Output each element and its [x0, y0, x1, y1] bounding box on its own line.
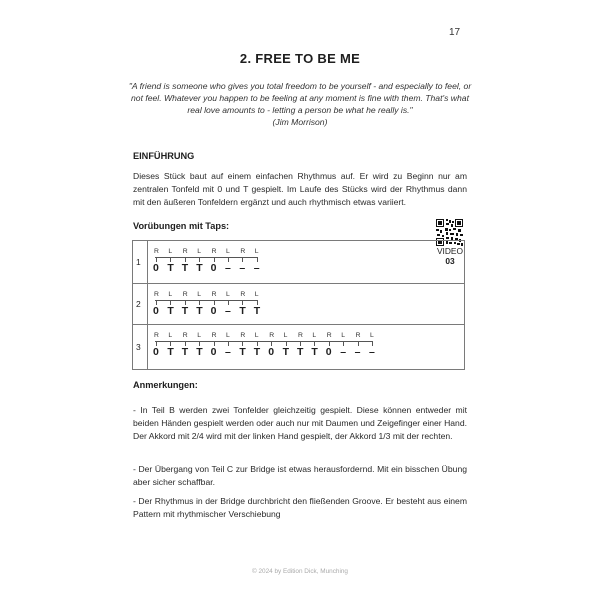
notes-heading: Anmerkungen:: [133, 380, 198, 390]
tap-symbol: 0: [210, 305, 217, 317]
intro-paragraph: [133, 170, 467, 209]
tap-symbol: T: [239, 305, 246, 317]
exercise-row-2: [132, 283, 465, 325]
notes-text: - In Teil B werden zwei Tonfelder gleichzeitig gespielt. Diese können entweder mit beiden Händen gespielt werden oder auch nur mit Daumen und Zeigefinger einer Hand. Der Akkord mit 2/4 wird mit der linken Hand gespielt, der Akkord 1/3 mit der rechten.: [133, 405, 467, 441]
intro-text: Dieses Stück baut auf einem einfachen Rhythmus auf. Er wird zu Beginn nur am zentralen Tonfeld mit 0 und T gespielt. Im Laufe des Stücks wird der Rhythmus dann mit den äußeren Tonfeldern ergänzt und auch rhythmisch etwas variiert.: [133, 171, 467, 207]
exercises-heading: Vorübungen mit Taps:: [133, 221, 230, 231]
intro-heading: EINFÜHRUNG: [133, 151, 195, 161]
hand-label: L: [168, 332, 173, 339]
notes-paragraph-3: [133, 495, 467, 521]
tap-symbol: 0: [153, 262, 159, 274]
video-number: 03: [445, 256, 455, 266]
hand-label: L: [197, 291, 201, 298]
hand-label: L: [283, 332, 288, 339]
tap-symbol: T: [239, 346, 246, 358]
tap-symbol: 0: [153, 305, 159, 317]
tap-symbol: T: [167, 346, 174, 358]
tap-symbol: T: [253, 305, 261, 317]
hand-label: R: [240, 291, 246, 298]
hand-label: R: [182, 332, 188, 339]
quote-text: "A friend is someone who gives you total freedom to be yourself - and especially to feel, or not feel. Whatever you happen to be feeling at any moment is fine with them. That's what real love amounts to - letting a person be what he really is.": [128, 81, 472, 115]
tap-symbol: –: [253, 262, 260, 274]
exercise-row-1: [132, 240, 465, 284]
hand-label: L: [197, 248, 201, 255]
tap-symbol: –: [239, 262, 246, 274]
hand-label: R: [211, 291, 217, 298]
tap-symbol: T: [253, 346, 261, 358]
exercise-number: 1: [133, 241, 148, 283]
exercise-number: 2: [133, 284, 148, 324]
hand-label: L: [226, 248, 230, 255]
tap-symbol: –: [225, 305, 231, 317]
hand-label: L: [226, 332, 230, 339]
hand-label: R: [355, 332, 361, 339]
quote-block: [128, 80, 472, 128]
quote-author: (Jim Morrison): [272, 117, 328, 127]
hand-label: R: [211, 332, 217, 339]
hand-label: L: [254, 291, 259, 298]
hand-label: R: [154, 248, 159, 255]
tap-symbol: T: [196, 305, 203, 317]
notes-paragraph-2: [133, 463, 467, 489]
notes-text: - Der Übergang von Teil C zur Bridge ist etwas herausfordernd. Mit ein bisschen Übung aber sicher schaffbar.: [133, 464, 467, 487]
page-number: 17: [449, 27, 461, 38]
hand-label: R: [269, 332, 275, 339]
hand-label: R: [240, 332, 246, 339]
hand-label: L: [168, 248, 173, 255]
tap-symbol: 0: [153, 346, 159, 358]
tap-symbol: –: [225, 346, 231, 358]
tap-symbol: T: [167, 262, 174, 274]
tap-symbol: 0: [325, 346, 332, 358]
exercise-row-3: [132, 324, 465, 370]
tap-symbol: 0: [210, 262, 217, 274]
video-label-text: VIDEO: [436, 246, 464, 256]
hand-label: L: [254, 332, 259, 339]
footer-copyright: © 2024 by Edition Dick, Munching: [251, 568, 348, 575]
hand-label: R: [240, 248, 246, 255]
tap-symbol: T: [282, 346, 290, 358]
hand-label: L: [312, 332, 317, 339]
hand-label: L: [254, 248, 259, 255]
tap-symbol: –: [225, 262, 231, 274]
notes-paragraph-1: [133, 404, 467, 443]
hand-label: L: [370, 332, 374, 339]
hand-label: R: [298, 332, 303, 339]
tap-symbol: T: [181, 346, 189, 358]
tap-symbol: T: [181, 305, 189, 317]
hand-label: L: [197, 332, 201, 339]
tap-symbol: 0: [210, 346, 217, 358]
hand-label: L: [341, 332, 345, 339]
tap-symbol: T: [297, 346, 304, 358]
hand-label: R: [211, 248, 217, 255]
tap-symbol: T: [167, 305, 174, 317]
hand-label: R: [154, 291, 159, 298]
tap-symbol: T: [181, 262, 189, 274]
tap-symbol: T: [196, 262, 203, 274]
page-title: 2. FREE TO BE ME: [239, 51, 361, 66]
hand-label: R: [182, 291, 188, 298]
tap-symbol: –: [369, 346, 375, 358]
tap-symbol: T: [311, 346, 318, 358]
hand-label: L: [168, 291, 173, 298]
tap-symbol: –: [354, 346, 361, 358]
exercise-number: 3: [133, 325, 148, 369]
hand-label: R: [154, 332, 159, 339]
hand-label: L: [226, 291, 230, 298]
tap-symbol: T: [196, 346, 203, 358]
tap-symbol: 0: [268, 346, 275, 358]
hand-label: R: [182, 248, 188, 255]
tap-symbol: –: [340, 346, 347, 358]
notes-text: - Der Rhythmus in der Bridge durchbricht den fließenden Groove. Er besteht aus einem Pattern mit rhythmischer Verschiebung: [133, 496, 467, 519]
hand-label: R: [326, 332, 332, 339]
